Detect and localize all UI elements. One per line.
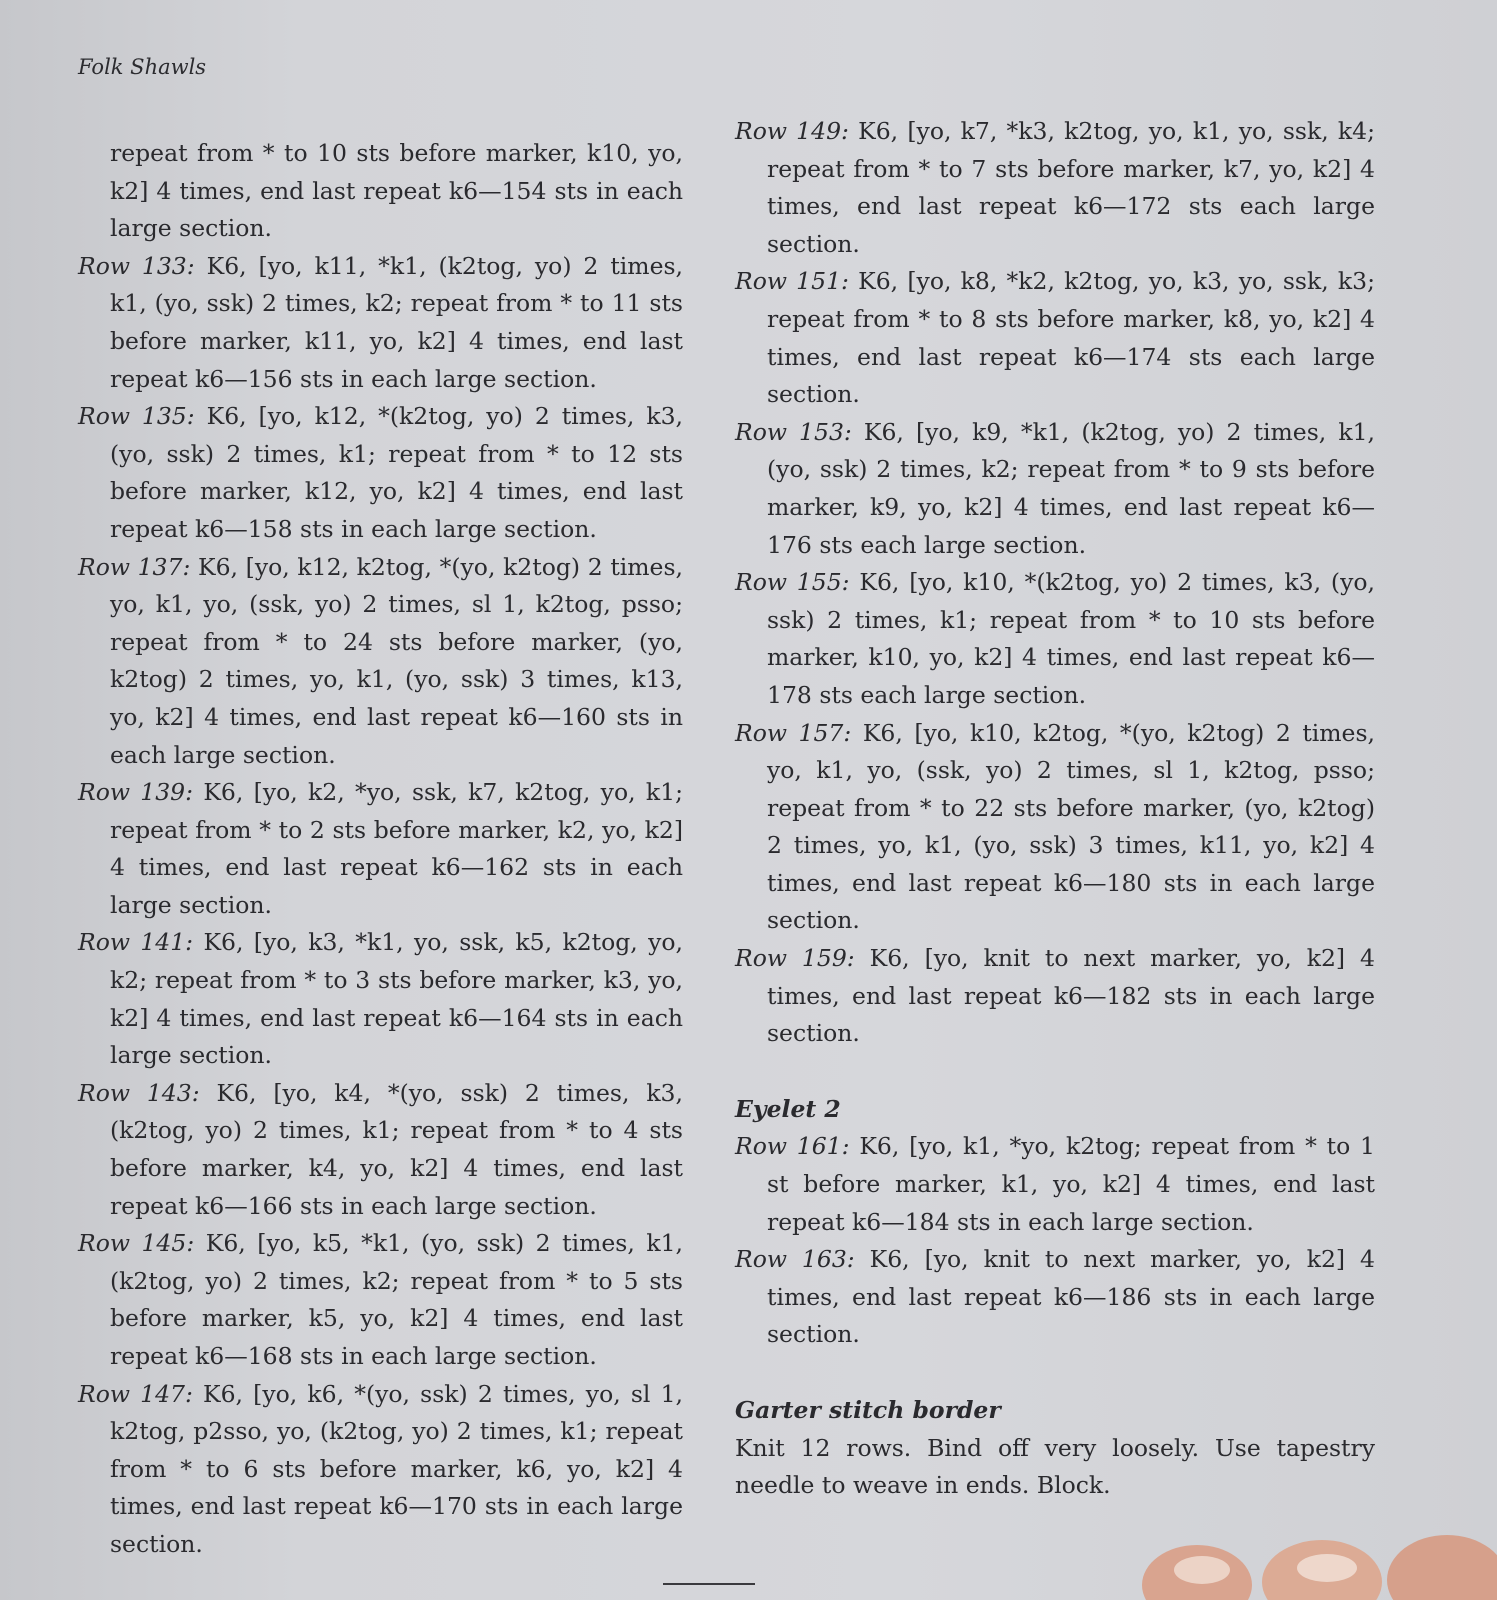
instruction-row bbox=[78, 774, 683, 924]
row-text: K6, [yo, k11, *k1, (k2tog, yo) 2 times, k1, (yo, ssk) 2 times, k2; repeat from * to 11 sts before marker, k11, yo, k2] 4 times, end last repeat k6—156 sts in each large section. bbox=[110, 251, 684, 393]
row-text: K6, [yo, k4, *(yo, ssk) 2 times, k3, (k2tog, yo) 2 times, k1; repeat from * to 4 sts before marker, k4, yo, k2] 4 times, end last repeat k6—166 sts in each large section. bbox=[110, 1078, 683, 1220]
left-column bbox=[78, 135, 683, 1564]
row-text: K6, [yo, k2, *yo, ssk, k7, k2tog, yo, k1; repeat from * to 2 sts before marker, k2, yo, k2] 4 times, end last repeat k6—162 sts in each large section. bbox=[110, 778, 683, 919]
row-text: K6, [yo, k10, *(k2tog, yo) 2 times, k3, (yo, ssk) 2 times, k1; repeat from * to 10 sts before marker, k10, yo, k2] 4 times, end last repeat k6—178 sts each large section. bbox=[767, 568, 1375, 709]
running-head: Folk Shawls bbox=[78, 55, 207, 79]
row-text: K6, [yo, k3, *k1, yo, ssk, k5, k2tog, yo, k2; repeat from * to 3 sts before marker, k3, yo, k2] 4 times, end last repeat k6—164 sts in each large section. bbox=[110, 928, 683, 1070]
row-label: Row 133: bbox=[78, 251, 195, 280]
instruction-row bbox=[735, 1128, 1375, 1241]
row-label: Row 153: bbox=[735, 417, 852, 446]
instruction-row bbox=[735, 1241, 1375, 1354]
instruction-row bbox=[735, 414, 1375, 564]
section-heading-border: Garter stitch border bbox=[735, 1396, 1001, 1424]
instruction-row bbox=[735, 564, 1375, 714]
right-column bbox=[735, 113, 1375, 1505]
row-text: K6, [yo, k5, *k1, (yo, ssk) 2 times, k1, (k2tog, yo) 2 times, k2; repeat from * to 5 sts before marker, k5, yo, k2] 4 times, end last repeat k6—168 sts in each large section. bbox=[110, 1229, 683, 1370]
row-label: Row 139: bbox=[78, 778, 194, 807]
row-label: Row 163: bbox=[735, 1245, 855, 1274]
row-label: Row 151: bbox=[735, 267, 849, 296]
row-label: Row 141: bbox=[78, 928, 194, 957]
row-text: K6, [yo, k10, k2tog, *(yo, k2tog) 2 times, yo, k1, yo, (ssk, yo) 2 times, sl 1, k2tog, psso; repeat from * to 22 sts before marker, (yo, k2tog) 2 times, yo, k1, (yo, ssk) 3 times, k11, yo, k2] 4 times, end last repeat k6—180 sts in each large section. bbox=[767, 718, 1375, 935]
instruction-row bbox=[735, 940, 1375, 1053]
row-text: K6, [yo, k8, *k2, k2tog, yo, k3, yo, ssk, k3; repeat from * to 8 sts before marker, k8, yo, k2] 4 times, end last repeat k6—174 sts each large section. bbox=[767, 267, 1375, 409]
row-label: Row 137: bbox=[78, 552, 191, 581]
instruction-row bbox=[78, 135, 683, 248]
row-label: Row 143: bbox=[78, 1078, 200, 1107]
row-label: Row 157: bbox=[735, 718, 852, 747]
row-text: repeat from * to 10 sts before marker, k10, yo, k2] 4 times, end last repeat k6—154 sts in each large section. bbox=[110, 139, 683, 243]
instruction-row bbox=[78, 924, 683, 1074]
instruction-row bbox=[78, 1075, 683, 1225]
instruction-row bbox=[78, 1376, 683, 1564]
row-label: Row 149: bbox=[735, 117, 849, 145]
instruction-row bbox=[78, 398, 683, 548]
instruction-row bbox=[735, 113, 1375, 263]
instruction-row bbox=[735, 715, 1375, 941]
instruction-row bbox=[78, 248, 683, 398]
footer-rule bbox=[663, 1583, 755, 1585]
row-text: K6, [yo, knit to next marker, yo, k2] 4 times, end last repeat k6—182 sts in each large section. bbox=[767, 944, 1375, 1048]
row-text: K6, [yo, k7, *k3, k2tog, yo, k1, yo, ssk, k4; repeat from * to 7 sts before marker, k7, yo, k2] 4 times, end last repeat k6—172 sts each large section. bbox=[767, 117, 1375, 258]
row-label: Row 155: bbox=[735, 568, 850, 597]
row-label: Row 135: bbox=[78, 402, 195, 431]
row-text: K6, [yo, k6, *(yo, ssk) 2 times, yo, sl 1, k2tog, p2sso, yo, (k2tog, yo) 2 times, k1; repeat from * to 6 sts before marker, k6, yo, k2] 4 times, end last repeat k6—170 sts in each large section. bbox=[110, 1379, 684, 1558]
row-label: Row 159: bbox=[735, 944, 855, 973]
section-gap bbox=[735, 1053, 1375, 1091]
instruction-row bbox=[78, 1225, 683, 1375]
row-label: Row 161: bbox=[735, 1132, 850, 1161]
row-label: Row 145: bbox=[78, 1229, 195, 1258]
instruction-row bbox=[735, 263, 1375, 413]
section-gap bbox=[735, 1354, 1375, 1392]
row-text: K6, [yo, k12, *(k2tog, yo) 2 times, k3, (yo, ssk) 2 times, k1; repeat from * to 12 sts before marker, k12, yo, k2] 4 times, end last repeat k6—158 sts in each large section. bbox=[110, 402, 684, 543]
border-instructions: Knit 12 rows. Bind off very loosely. Use tapestry needle to weave in ends. Block. bbox=[735, 1433, 1375, 1500]
fingertips-photo-artifact bbox=[1117, 1530, 1497, 1600]
row-text: K6, [yo, k9, *k1, (k2tog, yo) 2 times, k1, (yo, ssk) 2 times, k2; repeat from * to 9 sts before marker, k9, yo, k2] 4 times, end last repeat k6—176 sts each large section. bbox=[767, 417, 1375, 559]
row-label: Row 147: bbox=[78, 1379, 193, 1408]
row-text: K6, [yo, k12, k2tog, *(yo, k2tog) 2 times, yo, k1, yo, (ssk, yo) 2 times, sl 1, k2tog, psso; repeat from * to 24 sts before marker, (yo, k2tog) 2 times, yo, k1, (yo, ssk) 3 times, k13, yo, k2] 4 times, end last repeat k6—160 sts in each large section. bbox=[110, 552, 683, 769]
section-heading-eyelet: Eyelet 2 bbox=[735, 1094, 841, 1123]
row-text: K6, [yo, k1, *yo, k2tog; repeat from * to 1 st before marker, k1, yo, k2] 4 times, end last repeat k6—184 sts in each large section. bbox=[767, 1132, 1375, 1236]
instruction-row bbox=[78, 549, 683, 775]
row-text: K6, [yo, knit to next marker, yo, k2] 4 times, end last repeat k6—186 sts in each large section. bbox=[767, 1245, 1375, 1349]
